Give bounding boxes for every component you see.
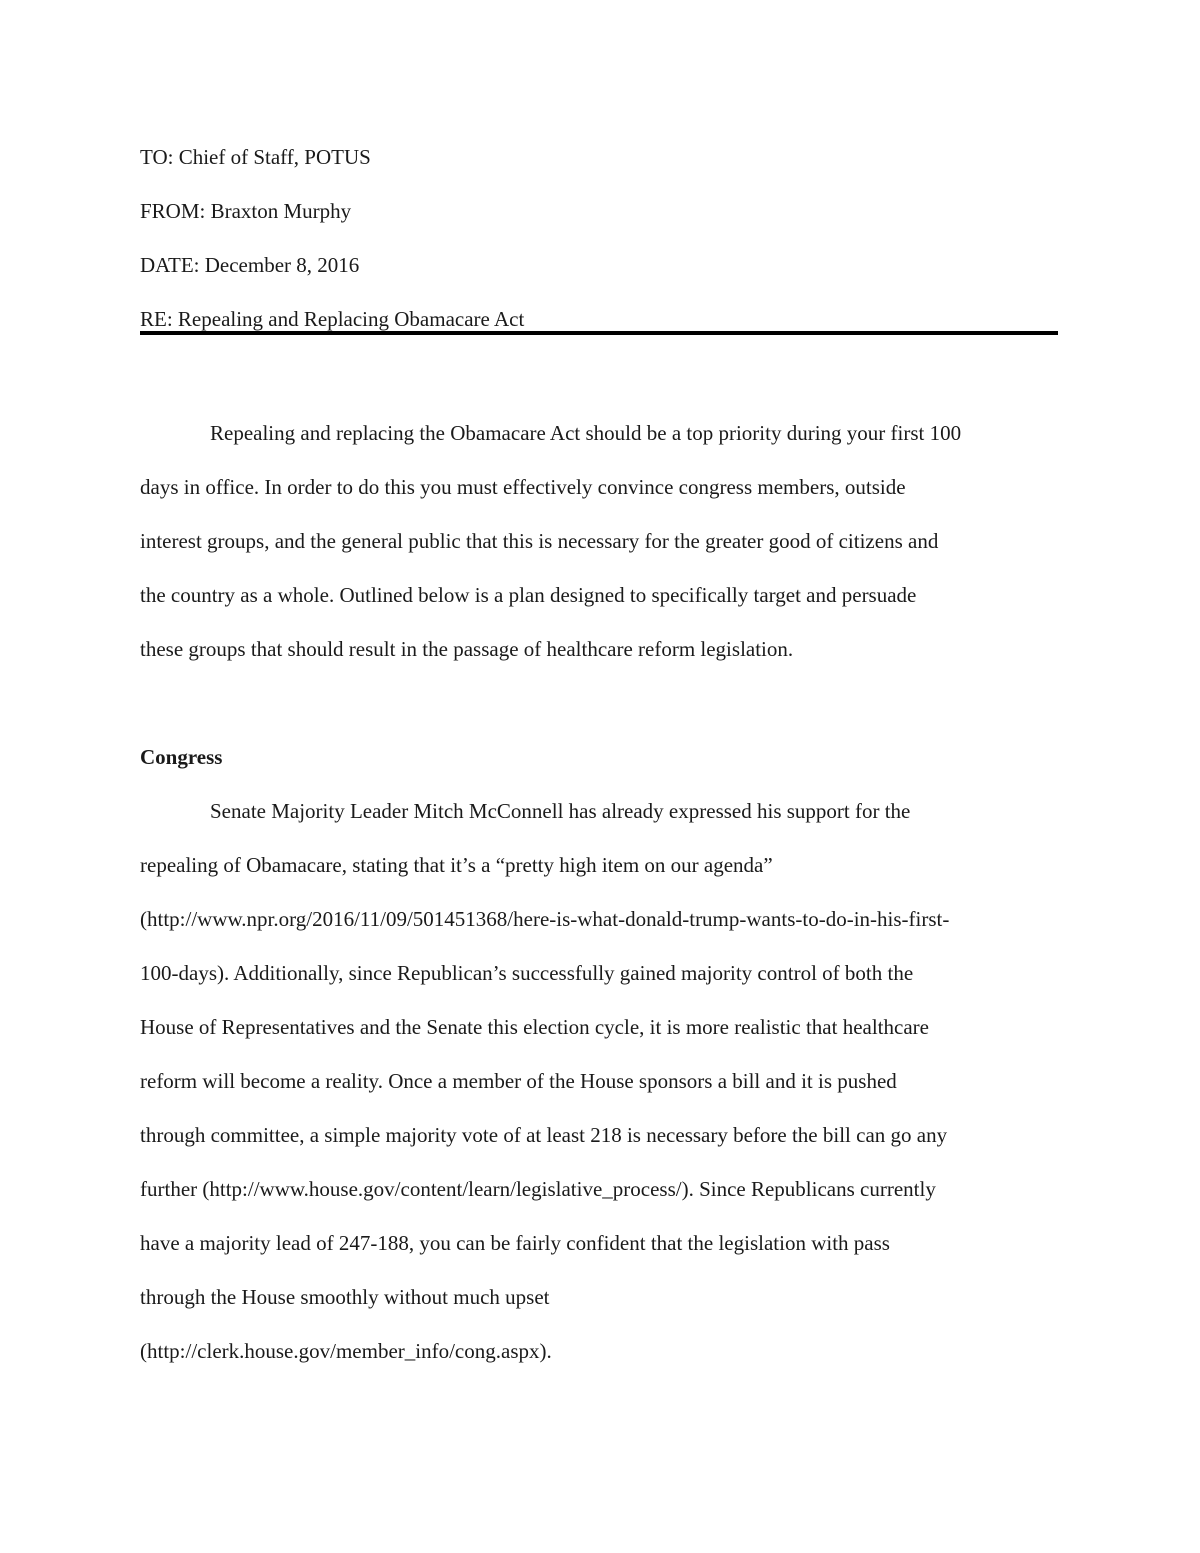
memo-page xyxy=(140,0,1060,1553)
paragraph-line: have a majority lead of 247-188, you can be fairly confident that the legislation with pass xyxy=(140,1231,890,1255)
paragraph-line: House of Representatives and the Senate this election cycle, it is more realistic that healthcare xyxy=(140,1015,929,1039)
paragraph-line: repealing of Obamacare, stating that it’s a “pretty high item on our agenda” xyxy=(140,853,773,877)
paragraph-line: these groups that should result in the passage of healthcare reform legislation. xyxy=(140,637,794,661)
paragraph-line: reform will become a reality. Once a member of the House sponsors a bill and it is pushed xyxy=(140,1069,897,1093)
paragraph-line: Repealing and replacing the Obamacare Act should be a top priority during your first 100 xyxy=(210,421,962,445)
paragraph-line: (http://clerk.house.gov/member_info/cong.aspx). xyxy=(140,1339,552,1363)
paragraph-line: 100-days). Additionally, since Republican’s successfully gained majority control of both the xyxy=(140,961,914,985)
memo-from: FROM: Braxton Murphy xyxy=(140,199,352,223)
memo-date: DATE: December 8, 2016 xyxy=(140,253,360,277)
memo-to: TO: Chief of Staff, POTUS xyxy=(140,145,371,169)
header-divider xyxy=(140,331,1058,335)
paragraph-line: through committee, a simple majority vote of at least 218 is necessary before the bill can go any xyxy=(140,1123,948,1147)
paragraph-line: interest groups, and the general public that this is necessary for the greater good of citizens and xyxy=(140,529,939,553)
paragraph-line: days in office. In order to do this you must effectively convince congress members, outside xyxy=(140,475,906,499)
paragraph-line: the country as a whole. Outlined below is a plan designed to specifically target and persuade xyxy=(140,583,917,607)
paragraph-line: Senate Majority Leader Mitch McConnell has already expressed his support for the xyxy=(210,799,911,823)
paragraph-line: further (http://www.house.gov/content/learn/legislative_process/). Since Republicans currently xyxy=(140,1177,936,1201)
paragraph-line: through the House smoothly without much upset xyxy=(140,1285,550,1309)
paragraph-line: (http://www.npr.org/2016/11/09/501451368/here-is-what-donald-trump-wants-to-do-in-his-first- xyxy=(140,907,950,931)
memo-re: RE: Repealing and Replacing Obamacare Act xyxy=(140,307,525,331)
section-heading-congress: Congress xyxy=(140,745,223,769)
